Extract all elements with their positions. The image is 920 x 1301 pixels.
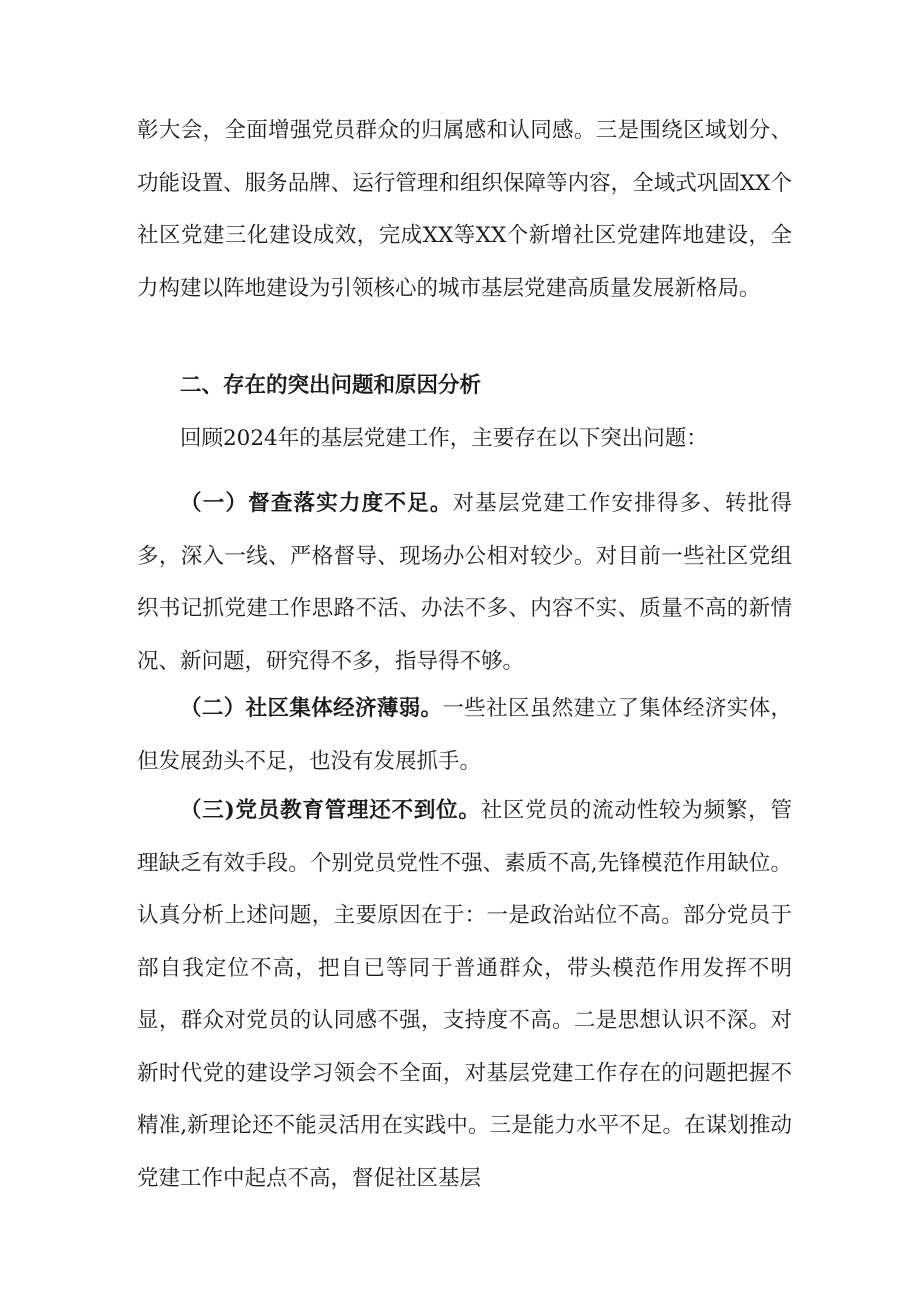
issue-body-1: 对基层党建工作安排得多、转批得多，深入一线、严格督导、现场办公相对较少。对目前一些社区党组织书记抓党建工作思路不活、办法不多、内容不实、质量不高的新情况、新问题，研究得不多，指导得不够。 bbox=[137, 491, 792, 674]
issue-paragraph-2 bbox=[137, 683, 792, 788]
issue-title-1: （一）督查落实力度不足。 bbox=[180, 491, 453, 516]
issue-paragraph-3 bbox=[137, 785, 792, 1205]
issue-paragraph-1 bbox=[137, 478, 792, 688]
issue-body-3: 社区党员的流动性较为频繁，管理缺乏有效手段。个别党员党性不强、素质不高,先锋模范作用缺位。认真分析上述问题，主要原因在于：一是政治站位不高。部分党员于部自我定位不高，把自已等同于普通群众，带头模范作用发挥不明显，群众对党员的认同感不强，支持度不高。二是思想认识不深。对新时代党的建设学习领会不全面，对基层党建工作存在的问题把握不精准,新理论还不能灵活用在实践中。三是能力水平不足。在谋划推动党建工作中起点不高，督促社区基层 bbox=[137, 798, 792, 1191]
issue-body-2: 一些社区虽然建立了集体经济实体，但发展劲头不足，也没有发展抓手。 bbox=[137, 696, 792, 774]
section-heading: 二、存在的突出问题和原因分析 bbox=[180, 373, 482, 398]
intro-paragraph: 回顾2024年的基层党建工作，主要存在以下突出问题： bbox=[180, 426, 708, 451]
paragraph-continuation: 彰大会，全面增强党员群众的归属感和认同感。三是围绕区域划分、功能设置、服务品牌、运行管理和组织保障等内容，全域式巩固XX个社区党建三化建设成效，完成XX等XX个新增社区党建阵地建设，全力构建以阵地建设为引领核心的城市基层党建高质量发展新格局。 bbox=[137, 118, 792, 301]
issue-title-2: （二）社区集体经济薄弱。 bbox=[180, 696, 443, 721]
issue-title-3: （三)党员教育管理还不到位。 bbox=[180, 798, 481, 823]
